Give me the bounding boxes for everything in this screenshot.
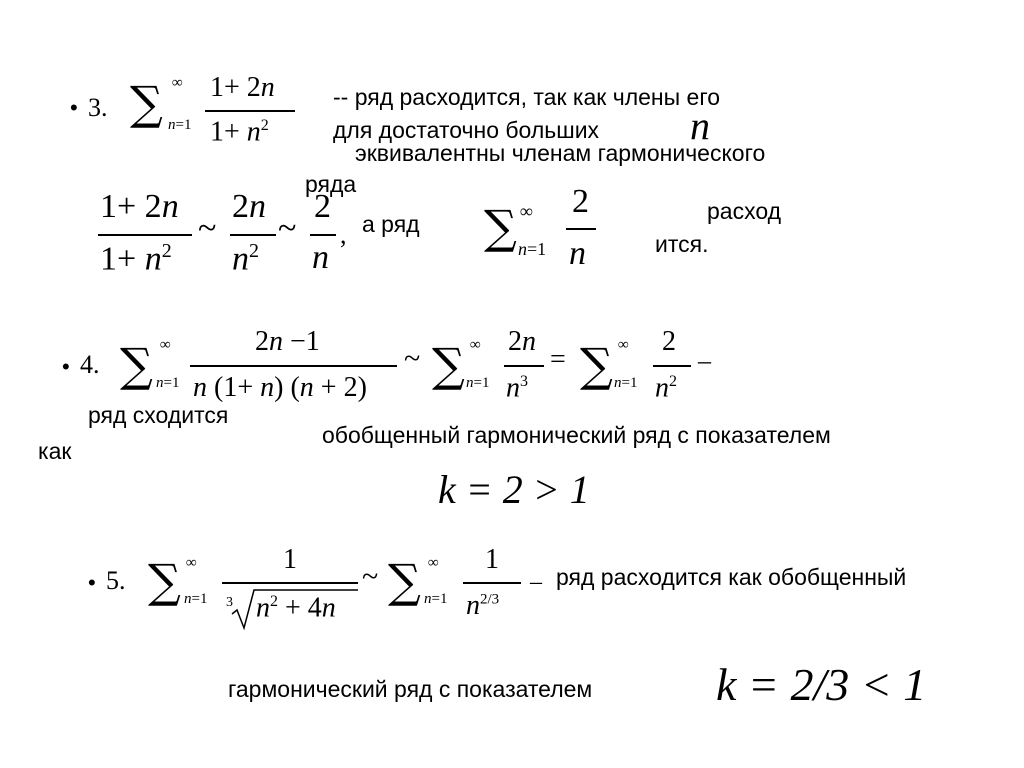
fraction-bar bbox=[504, 365, 544, 367]
equivalence-sign: ~ bbox=[198, 210, 217, 247]
explanation-line: как bbox=[38, 438, 72, 464]
fraction-bar bbox=[310, 234, 336, 236]
comma: , bbox=[340, 220, 347, 249]
fraction-bar bbox=[190, 365, 397, 367]
explanation-line: ряда bbox=[305, 171, 357, 197]
explanation-line: ится. bbox=[655, 231, 709, 257]
bullet-icon: • bbox=[62, 354, 70, 379]
sum-upper-limit: ∞ bbox=[428, 555, 439, 571]
fraction-bar bbox=[98, 234, 192, 236]
explanation-line: а ряд bbox=[362, 211, 420, 237]
numerator: 1+ 2n bbox=[100, 188, 179, 225]
explanation-line: эквивалентны членам гармонического bbox=[355, 140, 766, 166]
denominator: $n^2$ bbox=[655, 372, 677, 404]
root-index: 3 bbox=[226, 595, 233, 610]
exponent-formula: k = 2/3 < 1 bbox=[716, 659, 927, 710]
sigma-icon: ∑ bbox=[388, 554, 421, 608]
numerator: 2 bbox=[314, 188, 331, 225]
fraction-bar bbox=[222, 582, 358, 584]
sigma-icon: ∑ bbox=[580, 338, 613, 392]
sigma-icon: ∑ bbox=[120, 338, 153, 392]
item-number: 5. bbox=[106, 566, 126, 595]
sum-upper-limit: ∞ bbox=[470, 337, 481, 353]
sum-lower-limit: n=1 bbox=[614, 375, 638, 391]
denominator: $1+ n^2$ bbox=[210, 116, 269, 148]
fraction-bar bbox=[653, 365, 691, 367]
sum-lower-limit: n=1 bbox=[424, 591, 448, 607]
numerator: 2n −1 bbox=[255, 326, 320, 357]
sum-lower-limit: n=1 bbox=[184, 591, 208, 607]
sigma-icon: ∑ bbox=[484, 200, 517, 254]
sum-lower-limit: n=1 bbox=[156, 375, 180, 391]
numerator: 2n bbox=[508, 326, 536, 357]
denominator: $1+ n^2$ bbox=[100, 240, 172, 278]
sum-upper-limit: ∞ bbox=[160, 337, 171, 353]
explanation-line: расход bbox=[707, 198, 782, 224]
fraction-bar bbox=[566, 228, 596, 230]
item-number: 4. bbox=[80, 350, 100, 379]
numerator: 2n bbox=[232, 188, 266, 225]
sum-lower-limit: n=1 bbox=[168, 117, 192, 133]
sum-upper-limit: ∞ bbox=[520, 201, 533, 221]
fraction-bar bbox=[463, 582, 521, 584]
equivalence-sign: ~ bbox=[404, 342, 421, 375]
sum-upper-limit: ∞ bbox=[186, 555, 197, 571]
explanation-line: ряд расходится как обобщенный bbox=[556, 564, 907, 590]
explanation-line: обобщенный гармонический ряд с показателем bbox=[322, 422, 831, 448]
variable-n: n bbox=[690, 103, 710, 148]
sum-lower-limit: n=1 bbox=[518, 239, 547, 259]
bullet-icon: • bbox=[70, 95, 78, 120]
denominator: n bbox=[569, 235, 586, 272]
numerator: 2 bbox=[662, 326, 676, 357]
explanation-line: для достаточно больших bbox=[333, 117, 600, 143]
bullet-icon: • bbox=[88, 570, 96, 595]
numerator: 1 bbox=[283, 544, 297, 575]
denominator: $n^3$ bbox=[506, 372, 528, 404]
dash: – bbox=[530, 569, 542, 595]
denominator: $n^2 + 4n$ bbox=[256, 592, 336, 624]
explanation-line: гармонический ряд с показателем bbox=[228, 676, 593, 702]
exponent-formula: k = 2 > 1 bbox=[438, 467, 590, 512]
equivalence-sign: ~ bbox=[278, 210, 297, 247]
numerator: 2 bbox=[572, 183, 589, 220]
sum-lower-limit: n=1 bbox=[466, 375, 490, 391]
denominator: $n^{2/3}$ bbox=[466, 590, 500, 621]
denominator: n bbox=[312, 239, 329, 276]
denominator: n (1+ n) (n + 2) bbox=[193, 372, 367, 403]
dash: – bbox=[698, 346, 711, 375]
fraction-bar bbox=[230, 234, 276, 236]
sigma-icon: ∑ bbox=[148, 554, 181, 608]
sigma-icon: ∑ bbox=[130, 76, 163, 130]
item-number: 3. bbox=[88, 93, 108, 122]
fraction-bar bbox=[205, 110, 295, 112]
numerator: 1+ 2n bbox=[210, 72, 275, 103]
explanation-line: ряд сходится bbox=[88, 402, 229, 428]
sigma-icon: ∑ bbox=[432, 338, 465, 392]
equals-sign: = bbox=[550, 344, 566, 375]
denominator: $n^2$ bbox=[232, 240, 259, 278]
equivalence-sign: ~ bbox=[362, 560, 379, 593]
explanation-line: -- ряд расходится, так как члены его bbox=[333, 84, 721, 110]
sum-upper-limit: ∞ bbox=[172, 75, 183, 91]
sum-upper-limit: ∞ bbox=[618, 337, 629, 353]
numerator: 1 bbox=[485, 544, 499, 575]
